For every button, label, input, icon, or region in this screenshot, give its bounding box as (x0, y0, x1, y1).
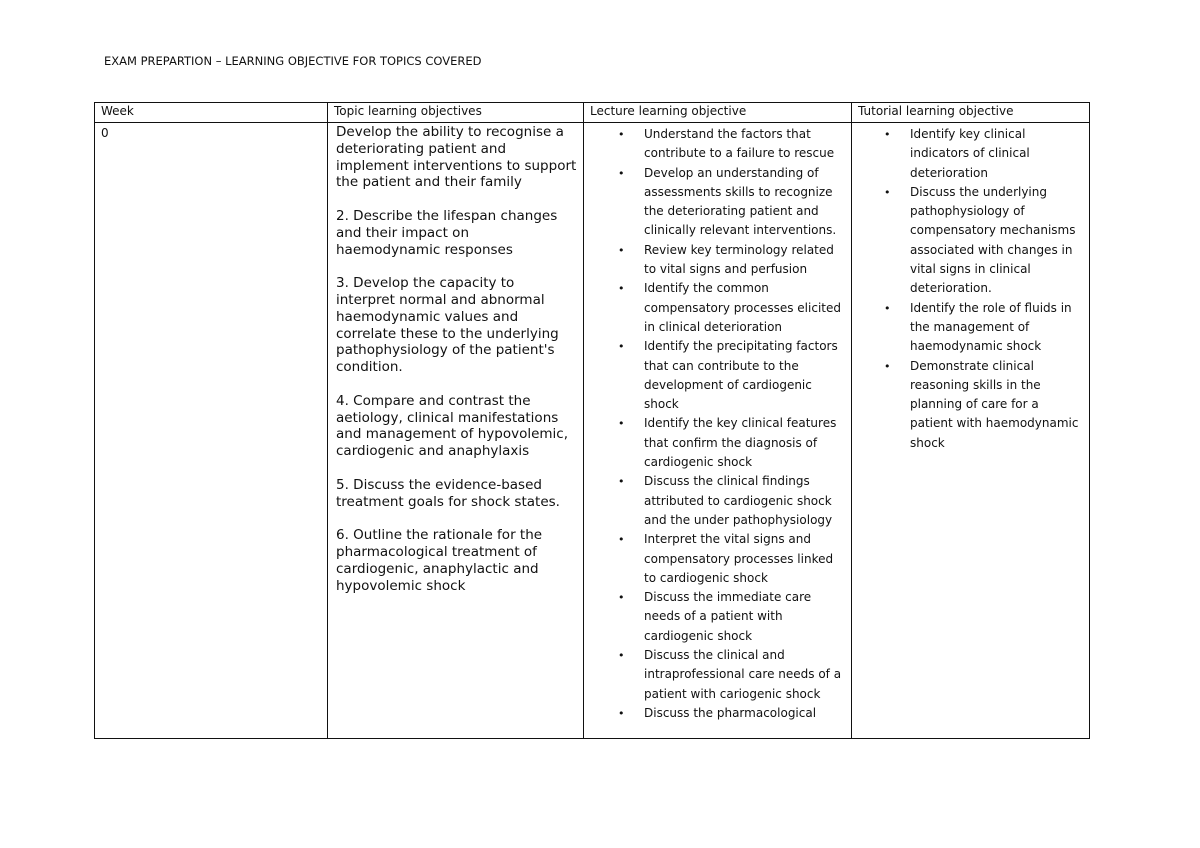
bullet-icon: • (618, 533, 625, 547)
tutorial-objectives-list (852, 123, 1089, 453)
lecture-objective-text: Discuss the immediate care needs of a patient with cardiogenic shock (644, 590, 812, 643)
bullet-icon: • (618, 282, 625, 296)
bullet-icon: • (618, 475, 625, 489)
week-cell (95, 123, 328, 739)
tutorial-objectives-cell (852, 123, 1090, 739)
table-row (95, 123, 1090, 739)
tutorial-objective-text: Discuss the underlying pathophysiology of compensatory mechanisms associated with changes in vital signs in clinical deterioration. (910, 184, 1076, 296)
lecture-objective-text: Identify the common compensatory processes elicited in clinical deterioration (644, 281, 841, 334)
bullet-icon: • (618, 243, 625, 257)
header-lecture-objectives: Lecture learning objective (584, 103, 852, 123)
tutorial-objective-text: Demonstrate clinical reasoning skills in the planning of care for a patient with haemodynamic shock (910, 358, 1079, 450)
learning-objectives-table (94, 102, 1090, 739)
list-item (852, 183, 1083, 299)
header-tutorial-objectives: Tutorial learning objective (852, 103, 1090, 123)
bullet-icon: • (618, 706, 625, 720)
topic-objective-4: 4. Compare and contrast the aetiology, clinical manifestations and management of hypovolemic, cardiogenic and anaphylaxis (336, 392, 569, 460)
bullet-icon: • (884, 128, 891, 141)
list-item (852, 299, 1083, 357)
bullet-icon: • (884, 359, 891, 373)
topic-objective-1: Develop the ability to recognise a deteriorating patient and implement interventions to support the patient and their family (336, 124, 577, 191)
topic-objective-3: 3. Develop the capacity to interpret normal and abnormal haemodynamic values and correlate these to the underlying pathophysiology of the patient's condition. (336, 275, 559, 376)
topic-objectives-cell (328, 123, 584, 739)
list-item (584, 704, 845, 723)
lecture-objective-text: Discuss the clinical findings attributed to cardiogenic shock and the under pathophysiology (644, 474, 833, 527)
list-item (852, 357, 1083, 453)
lecture-objectives-cell (584, 123, 852, 739)
lecture-objectives-list (584, 123, 851, 723)
lecture-objective-text: Discuss the clinical and intraprofessional care needs of a patient with cariogenic shock (644, 648, 842, 701)
bullet-icon: • (884, 301, 891, 315)
week-number: 0 (101, 126, 109, 140)
tutorial-objective-text: Identify key clinical indicators of clinical deterioration (910, 127, 1030, 180)
list-item (852, 125, 1083, 183)
bullet-icon: • (618, 128, 625, 141)
lecture-objective-text: Discuss the pharmacological (644, 705, 817, 720)
bullet-icon: • (618, 417, 625, 431)
list-item (584, 241, 845, 280)
topic-objective-2: 2. Describe the lifespan changes and their impact on haemodynamic responses (336, 207, 558, 258)
list-item (584, 530, 845, 588)
lecture-objective-text: Review key terminology related to vital signs and perfusion (644, 242, 834, 277)
list-item (584, 472, 845, 530)
lecture-objective-text: Interpret the vital signs and compensatory processes linked to cardiogenic shock (644, 532, 834, 585)
tutorial-objective-text: Identify the role of fluids in the management of haemodynamic shock (910, 300, 1072, 354)
document-title: EXAM PREPARTION – LEARNING OBJECTIVE FOR TOPICS COVERED (104, 54, 482, 68)
list-item (584, 164, 845, 241)
topic-objective-6: 6. Outline the rationale for the pharmacological treatment of cardiogenic, anaphylactic and hypovolemic shock (336, 527, 543, 594)
list-item (584, 125, 845, 164)
lecture-objective-text: Understand the factors that contribute to a failure to rescue (644, 127, 835, 161)
list-item (584, 646, 845, 704)
lecture-objective-text: Develop an understanding of assessments skills to recognize the deteriorating patient and clinically relevant interventions. (644, 165, 837, 238)
bullet-icon: • (618, 591, 625, 605)
list-item (584, 414, 845, 472)
list-item (584, 279, 845, 337)
lecture-objective-text: Identify the precipitating factors that can contribute to the development of cardiogenic shock (644, 339, 838, 412)
bullet-icon: • (884, 185, 891, 199)
bullet-icon: • (618, 340, 625, 354)
header-week: Week (95, 103, 328, 123)
list-item (584, 337, 845, 414)
bullet-icon: • (618, 649, 625, 663)
bullet-icon: • (618, 166, 625, 180)
list-item (584, 588, 845, 646)
lecture-objective-text: Identify the key clinical features that confirm the diagnosis of cardiogenic shock (644, 416, 837, 470)
topic-objective-5: 5. Discuss the evidence-based treatment goals for shock states. (336, 476, 560, 510)
header-topic-objectives: Topic learning objectives (328, 103, 584, 123)
table-header-row (95, 103, 1090, 123)
